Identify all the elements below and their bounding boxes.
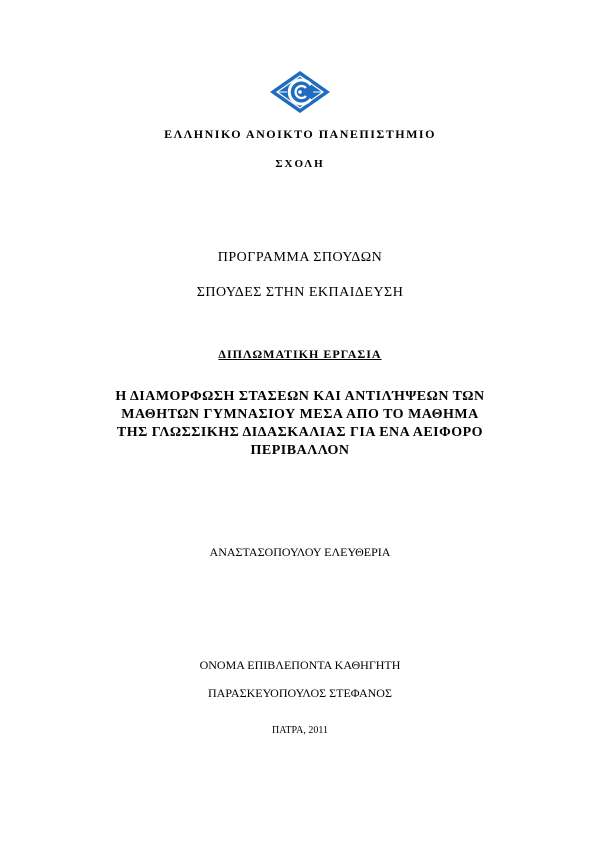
school-name: ΣΧΟΛΗ [275, 158, 325, 170]
program-name: ΣΠΟΥΔΕΣ ΣΤΗΝ ΕΚΠΑΙΔΕΥΣΗ [196, 285, 404, 300]
thesis-title-line: Η ΔΙΑΜΟΡΦΩΣΗ ΣΤΑΣΕΩΝ ΚΑΙ ΑΝΤΙΛΉΨΕΩΝ ΤΩΝ [115, 389, 485, 404]
thesis-title-line: ΤΗΣ ΓΛΩΣΣΙΚΗΣ ΔΙΔΑΣΚΑΛΙΑΣ ΓΙΑ ΕΝΑ ΑΕΙΦΟΡΟ [116, 425, 484, 440]
university-logo-icon [269, 70, 331, 114]
supervisor-name: ΠΑΡΑΣΚΕΥΟΠΟΥΛΟΣ ΣΤΕΦΑΝΟΣ [208, 686, 392, 700]
supervisor-label: ΟΝΟΜΑ ΕΠΙΒΛΕΠΟΝΤΑ ΚΑΘΗΓΗΤΗ [199, 658, 401, 672]
university-name: ΕΛΛΗΝΙΚΟ ΑΝΟΙΚΤΟ ΠΑΝΕΠΙΣΤΗΜΙΟ [164, 127, 436, 141]
thesis-title [0, 388, 600, 460]
author-name: ΑΝΑΣΤΑΣΟΠΟΥΛΟΥ ΕΛΕΥΘΕΡΙΑ [209, 545, 391, 559]
program-label: ΠΡΟΓΡΑΜΜΑ ΣΠΟΥΔΩΝ [217, 250, 383, 265]
thesis-label: ΔΙΠΛΩΜΑΤΙΚΗ ΕΡΓΑΣΙΑ [218, 347, 382, 361]
thesis-title-line: ΜΑΘΗΤΩΝ ΓΥΜΝΑΣΙΟΥ ΜΕΣΑ ΑΠΟ ΤΟ ΜΑΘΗΜΑ [121, 407, 479, 422]
place-date: ΠΑΤΡΑ, 2011 [272, 725, 328, 736]
thesis-title-line: ΠΕΡΙΒΑΛΛΟΝ [250, 443, 350, 458]
